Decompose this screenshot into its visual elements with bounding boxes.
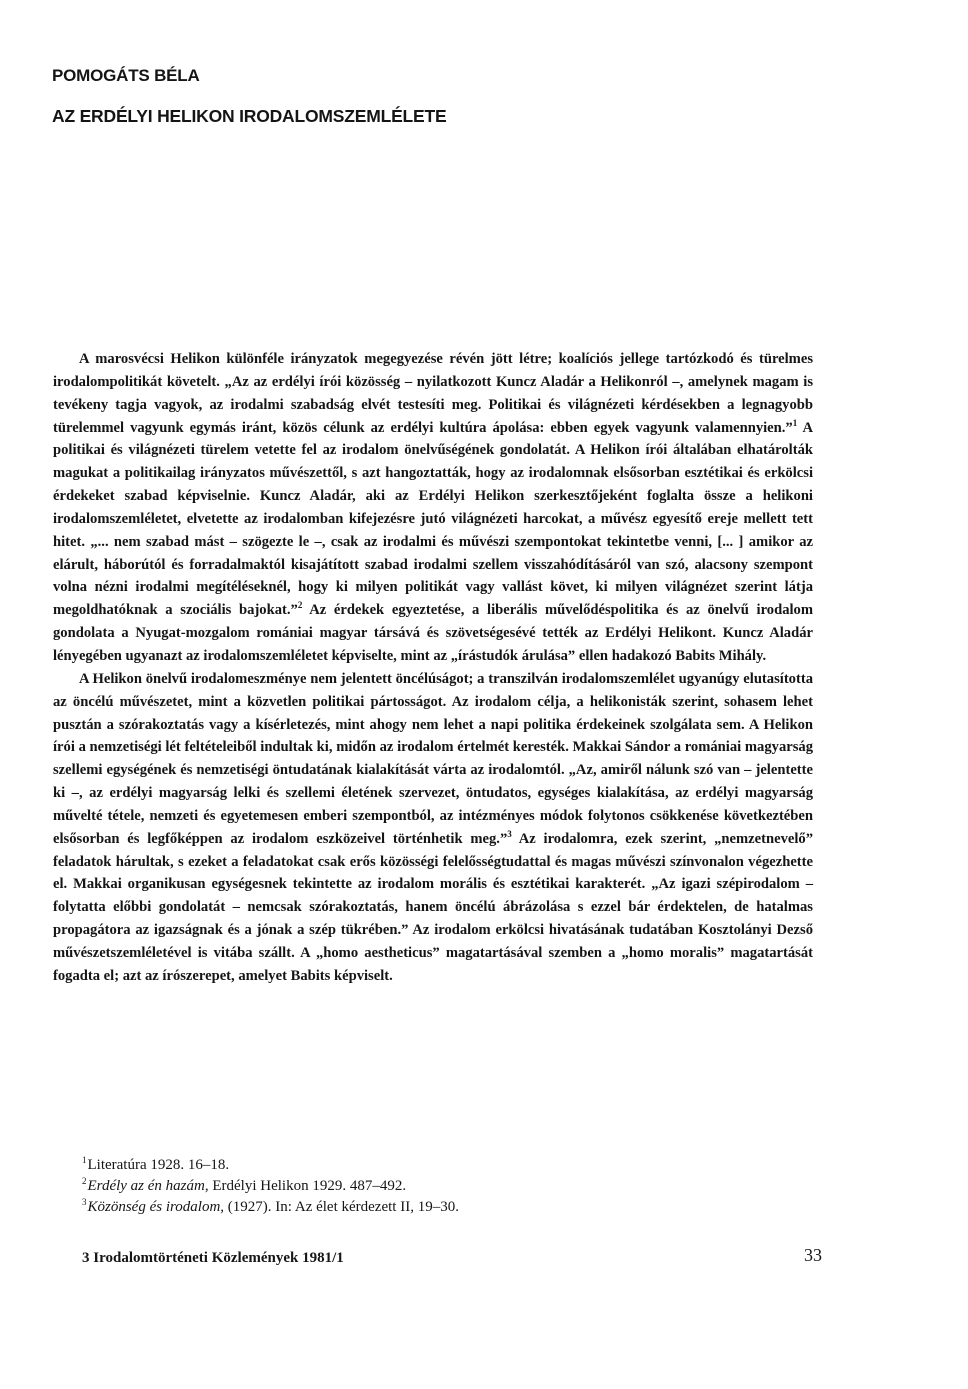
journal-reference: 3 Irodalomtörténeti Közlemények 1981/1 — [82, 1250, 344, 1266]
paragraph-1-part-2: A politikai és világnézeti türelem vetette fel az irodalom önelvűségének gondolatát. A Helikon írói általában elhatárolták magukat a politikailag irányzatos művészettől, s azt hangoztatták, hogy az irodalomnak elsősorban esztétikai és erkölcsi érdekeket szabad képviselnie. Kuncz Aladár, aki az Erdélyi Helikon szerkesztőjeként foglalta össze a helikoni irodalomszemléletet, elvetette az irodalomban kifejezésre jutó világnézeti harcokat, a művész egyesítő ereje mellett tett hitet. „... nem szabad mást – szögezte le –, csak az irodalmi és művészi szempontokat tekintetbe venni, [... ] amikor az elárult, háborútól és forradalmaktól kisajátított szabad irodalmi szellem visszahódításáról van szó, alacsony szempont volna nézni irodalmi megítéléseknél, hogy ki milyen politikát vagy vallást követ, ki milyen világnézet szerint látja megoldhatóknak a szociális bajokat.” — [53, 419, 813, 619]
footnote-text: (1927). In: Az élet kérdezett II, 19–30. — [224, 1199, 459, 1215]
footnote-2 — [82, 1176, 459, 1197]
footnote-number: 1 — [82, 1155, 87, 1165]
footnote-ref-3: 3 — [507, 828, 512, 839]
article-title: AZ ERDÉLYI HELIKON IRODALOMSZEMLÉLETE — [52, 106, 447, 126]
footnote-text: Erdélyi Helikon 1929. 487–492. — [208, 1178, 407, 1194]
footnote-ref-2: 2 — [297, 600, 303, 611]
paragraph-1 — [53, 348, 813, 668]
footnote-3 — [82, 1197, 459, 1218]
paragraph-2 — [53, 668, 813, 988]
footnote-number: 2 — [82, 1176, 87, 1186]
paragraph-1-part-3: Az érdekek egyeztetése, a liberális művelődéspolitika és az önelvű irodalom gondolata a Nyugat-mozgalom romániai magyar társává és szövetségesévé tették az Erdélyi Helikont. Kuncz Aladár lényegében ugyanazt az irodalomszemléletet képviselte, mint az „írástudók árulása” ellen hadakozó Babits Mihály. — [53, 602, 813, 664]
paragraph-1-part-1: A marosvécsi Helikon különféle irányzatok megegyezése révén jött létre; koalíciós jellege tartózkodó és türelmes irodalompolitikát követelt. „Az az erdélyi írói közösség – nyilatkozott Kuncz Aladár a Helikonról –, amelynek magam is tevékeny tagja vagyok, az irodalmi szabadság elvét testesíti meg. Politikai és világnézeti kérdésekben a legnagyobb türelemmel vagyunk egymás iránt, közös célunk az erdélyi kultúra ápolása: ebben egyek vagyunk valamennyien.” — [53, 351, 813, 436]
footnote-ref-1: 1 — [792, 417, 798, 428]
article-body — [53, 348, 813, 988]
page-number: 33 — [804, 1245, 822, 1265]
footnote-1 — [82, 1155, 459, 1176]
footnote-text: Literatúra 1928. 16–18. — [87, 1157, 230, 1173]
paragraph-2-part-2: Az irodalomra, ezek szerint, „nemzetnevelő” feladatok hárultak, s ezeket a feladatokat csak erős közösségi felelősségtudattal és magas művészi színvonalon végezhette el. Makkai organikusan egységesnek tekintette az irodalom morális és esztétikai karakterét. „Az igazi szépirodalom – folytatta előbbi gondolatát – nemcsak szórakoztatás, hanem öncélú ábrázolása s ezzel bár érdektelen, de hatalmas propagátora az igazságnak és a jónak a szép tükrében.” Az irodalom erkölcsi hivatásának tudatában Kosztolányi Dezső művészetszemléletével is vitába szállt. A „homo aestheticus” magatartásával szemben a „homo moralis” magatartását fogadta el; azt az írószerepet, amelyet Babits képviselt. — [53, 830, 813, 984]
footnote-italic-title: Közönség és irodalom, — [87, 1199, 225, 1215]
footnote-italic-title: Erdély az én hazám, — [87, 1178, 209, 1194]
author-name: POMOGÁTS BÉLA — [52, 66, 200, 85]
footnote-number: 3 — [82, 1197, 87, 1207]
footnotes — [82, 1155, 459, 1218]
paragraph-2-part-1: A Helikon önelvű irodalomeszménye nem jelentett öncélúságot; a transzilván irodalomszemlélet ugyanúgy elutasította az öncélú művészetet, mint a közvetlen politikai pártosságot. Az irodalom célja, a helikonisták szerint, sohasem lehet pusztán a szórakoztatás vagy a kísérletezés, mint ahogy nem lehet a napi politika érdekeinek szolgálata sem. A Helikon írói a nemzetiségi lét feltételeiből indultak ki, midőn az irodalom értelmét keresték. Makkai Sándor a romániai magyarság szellemi egységének és nemzetiségi öntudatának kialakítását várta az irodalomtól. „Az, amiről nálunk szó van – jelentette ki –, az erdélyi magyarság lelki és szellemi életének szervezet, öntudatos, egységes kialakítása, az erdélyi magyarság művelté tétele, nemzeti és egyetemesen emberi szempontból, az intézményes módok folytonos csökkenése következtében elsősorban és legfőképpen az irodalom eszközeivel történhetik meg.” — [53, 670, 813, 847]
